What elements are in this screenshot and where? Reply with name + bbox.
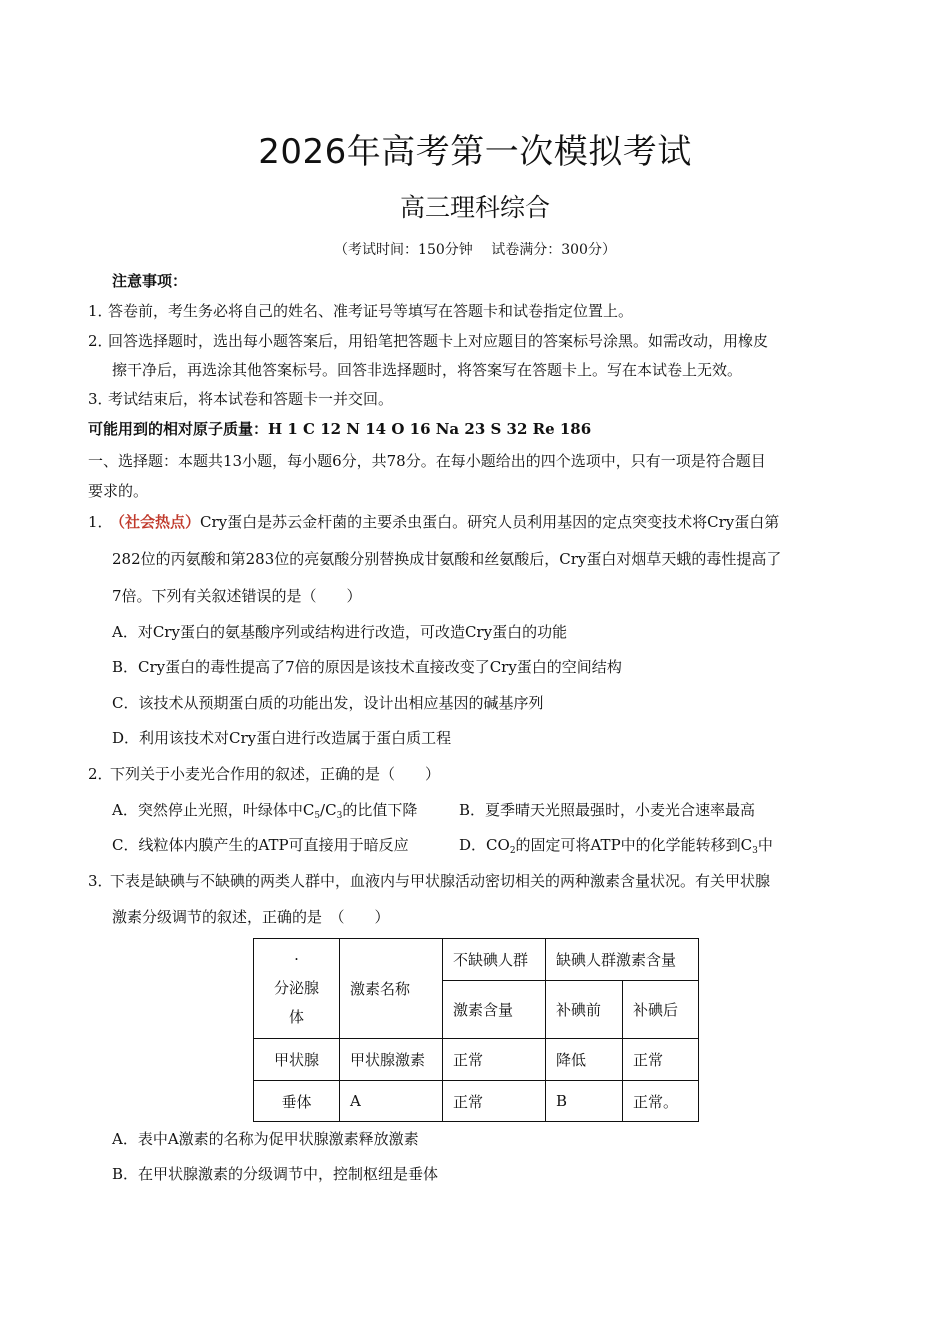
option-text: D．CO xyxy=(459,836,510,854)
question-2-option-c: C．线粒体内膜产生的ATP可直接用于暗反应 xyxy=(112,836,409,854)
table-row xyxy=(254,1081,699,1122)
question-2-option-a xyxy=(112,799,417,821)
notice-item-2-continued: 擦干净后，再选涂其他答案标号。回答非选择题时，将答案写在答题卡上。写在本试卷上无效。 xyxy=(112,361,743,379)
hot-topic-tag: （社会热点） xyxy=(110,513,201,531)
table-dot: · xyxy=(294,950,299,968)
question-text: Cry蛋白是苏云金杆菌的主要杀虫蛋白。研究人员利用基因的定点突变技术将Cry蛋白第 xyxy=(200,513,780,531)
table-cell: A xyxy=(340,1081,443,1122)
subscript: 2 xyxy=(509,846,516,856)
question-2-option-d xyxy=(459,834,773,856)
table-cell: 降低 xyxy=(546,1039,623,1081)
option-text: 的比值下降 xyxy=(342,801,418,819)
question-1-option-c: C．该技术从预期蛋白质的功能出发，设计出相应基因的碱基序列 xyxy=(112,694,544,712)
table-header-row xyxy=(254,939,699,981)
question-2-stem xyxy=(88,763,440,784)
subscript: 5 xyxy=(314,811,321,821)
question-text: 下列关于小麦光合作用的叙述，正确的是（ ） xyxy=(110,765,441,783)
question-number: 1． xyxy=(88,513,113,531)
table-cell: 甲状腺 xyxy=(254,1039,340,1081)
question-1-option-d: D．利用该技术对Cry蛋白进行改造属于蛋白质工程 xyxy=(112,729,452,747)
option-text: /C xyxy=(320,801,337,819)
table-header-deficient-group: 缺碘人群激素含量 xyxy=(546,939,699,981)
section-heading: 一、选择题：本题共13小题，每小题6分，共78分。在每小题给出的四个选项中，只有一项是符合题目 xyxy=(88,452,766,470)
notice-item-2 xyxy=(88,330,768,351)
subscript: 3 xyxy=(752,846,758,856)
question-1-stem-line-2: 282位的丙氨酸和第283位的亮氨酸分别替换成甘氨酸和丝氨酸后，Cry蛋白对烟草天蛾的毒性提高了 xyxy=(112,550,782,568)
table-subheader-before: 补碘前 xyxy=(546,981,623,1039)
notice-item-text: 答卷前，考生务必将自己的姓名、准考证号等填写在答题卡和试卷指定位置上。 xyxy=(108,302,634,320)
table-header-gland-label: 分泌腺体 xyxy=(273,979,319,1026)
table-cell: 垂体 xyxy=(254,1081,340,1122)
question-text: 下表是缺碘与不缺碘的两类人群中，血液内与甲状腺活动密切相关的两种激素含量状况。有关甲状腺 xyxy=(110,872,771,890)
table-header-normal-group: 不缺碘人群 xyxy=(443,939,546,981)
question-3-option-b: B．在甲状腺激素的分级调节中，控制枢纽是垂体 xyxy=(112,1165,439,1183)
table-header-gland xyxy=(254,939,340,1039)
option-text: 的固定可将ATP中的化学能转移到C xyxy=(515,836,753,854)
table-cell: 甲状腺激素 xyxy=(340,1039,443,1081)
table-subheader-content: 激素含量 xyxy=(443,981,546,1039)
table-row xyxy=(254,1039,699,1081)
notice-item-number: 2． xyxy=(88,332,113,350)
table-cell: 正常 xyxy=(443,1081,546,1122)
question-1-option-a: A．对Cry蛋白的氨基酸序列或结构进行改造，可改造Cry蛋白的功能 xyxy=(112,623,568,641)
option-text: A．突然停止光照，叶绿体中C xyxy=(112,801,315,819)
notice-item-number: 1． xyxy=(88,302,113,320)
table-cell: 正常 xyxy=(443,1039,546,1081)
notice-item-text: 考试结束后，将本试卷和答题卡一并交回。 xyxy=(108,390,394,408)
question-1-stem-line-3: 7倍。下列有关叙述错误的是（ ） xyxy=(112,587,362,605)
table-cell: B xyxy=(546,1081,623,1122)
question-1-option-b: B．Cry蛋白的毒性提高了7倍的原因是该技术直接改变了Cry蛋白的空间结构 xyxy=(112,658,622,676)
question-1-stem xyxy=(88,511,779,532)
question-3-option-a: A．表中A激素的名称为促甲状腺激素释放激素 xyxy=(112,1130,419,1148)
notice-item-text: 回答选择题时，选出每小题答案后，用铅笔把答题卡上对应题目的答案标号涂黑。如需改动，用橡皮 xyxy=(108,332,769,350)
question-3-stem xyxy=(88,870,770,891)
exam-info: （考试时间：150分钟 试卷满分：300分） xyxy=(334,242,616,258)
question-number: 2． xyxy=(88,765,113,783)
atomic-masses: 可能用到的相对原子质量：H 1 C 12 N 14 O 16 Na 23 S 32 Re 186 xyxy=(88,420,592,438)
table-header-hormone: 激素名称 xyxy=(340,939,443,1039)
exam-title: 2026年高考第一次模拟考试 xyxy=(258,132,692,172)
subscript: 3 xyxy=(336,811,343,821)
table-cell: 正常 xyxy=(623,1039,699,1081)
table-cell: 正常。 xyxy=(623,1081,699,1122)
notice-item-1 xyxy=(88,300,633,321)
notice-item-3 xyxy=(88,388,393,409)
table-subheader-after: 补碘后 xyxy=(623,981,699,1039)
notice-heading: 注意事项： xyxy=(112,272,188,290)
section-heading-continued: 要求的。 xyxy=(88,482,149,500)
notice-item-number: 3． xyxy=(88,390,113,408)
question-2-option-b: B．夏季晴天光照最强时，小麦光合速率最高 xyxy=(459,801,756,819)
option-text: 中 xyxy=(757,836,773,854)
question-number: 3． xyxy=(88,872,113,890)
hormone-table xyxy=(253,938,699,1122)
exam-subtitle: 高三理科综合 xyxy=(399,193,550,222)
question-3-stem-line-2: 激素分级调节的叙述，正确的是 （ ） xyxy=(112,908,390,926)
